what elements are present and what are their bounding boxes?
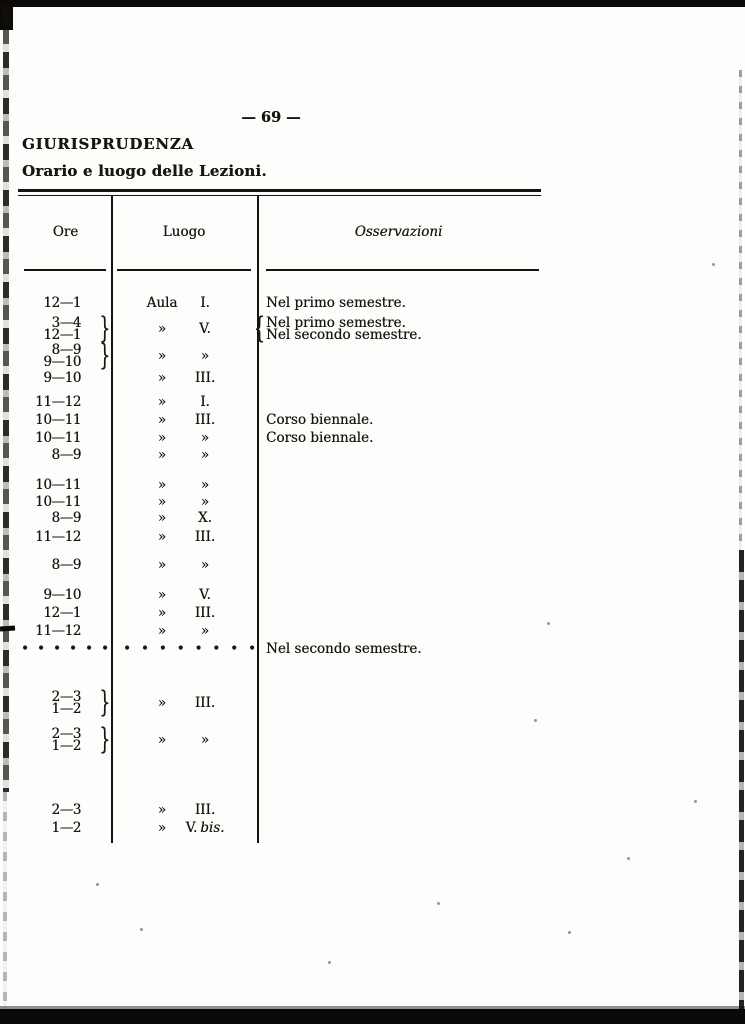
ore-time: 9—10	[43, 354, 81, 370]
scan-speck	[694, 800, 697, 803]
ore-dotted-leader	[21, 642, 109, 656]
ore-brace: }	[99, 722, 111, 756]
luogo-hall: »	[157, 587, 167, 603]
leader-dot: •	[176, 641, 185, 657]
column-header-ore: Ore	[52, 224, 79, 240]
header-underline-ore	[24, 269, 106, 271]
luogo-room-number: X.	[198, 510, 212, 526]
scan-speck	[534, 719, 537, 722]
ore-cell	[20, 606, 81, 620]
ore-cell	[20, 728, 81, 752]
leader-dot: •	[123, 641, 131, 657]
ore-cell	[20, 448, 81, 462]
ore-brace: }	[99, 685, 111, 719]
table-row	[20, 431, 541, 445]
luogo-room-number: III.	[194, 412, 216, 428]
scan-speck	[96, 883, 99, 886]
osservazioni-cell	[266, 296, 406, 310]
page-subtitle: Orario e luogo delle Lezioni.	[22, 162, 267, 180]
leader-dot: •	[194, 641, 203, 657]
leader-dot: •	[158, 641, 167, 657]
ore-time: 2—3	[51, 689, 81, 705]
luogo-hall: »	[157, 529, 167, 545]
table-row	[20, 495, 541, 509]
table-top-rule-thick	[18, 189, 541, 192]
osservazioni-cell	[266, 642, 422, 656]
ore-time: 8—9	[51, 510, 81, 526]
ore-time: 11—12	[35, 623, 81, 639]
header-underline-osservazioni	[266, 269, 539, 271]
ore-time: 10—11	[35, 430, 81, 446]
ore-cell	[20, 558, 81, 572]
leader-dot: •	[230, 641, 239, 657]
ore-cell	[20, 344, 81, 368]
table-row	[20, 371, 541, 385]
ore-cell	[20, 296, 81, 310]
table-row	[20, 642, 541, 656]
luogo-room-number: III.	[194, 370, 216, 386]
scan-speck	[328, 961, 331, 964]
ore-time: 8—9	[51, 342, 81, 358]
ore-time: 1—2	[51, 820, 81, 836]
osservazioni-line: Corso biennale.	[266, 430, 374, 446]
osservazioni-line: Nel secondo semestre.	[266, 327, 422, 343]
leader-dot: •	[140, 641, 149, 657]
ore-cell	[20, 588, 81, 602]
luogo-room-number: »	[200, 430, 210, 446]
scan-speck	[568, 931, 571, 934]
faculty-title: GIURISPRUDENZA	[22, 135, 194, 153]
luogo-dotted-leader	[123, 642, 256, 656]
ore-cell	[20, 371, 81, 385]
scan-speck	[712, 263, 715, 266]
leader-dot: •	[37, 641, 45, 657]
table-row	[20, 296, 541, 310]
ore-cell	[20, 511, 81, 525]
ore-time: 3—4	[51, 315, 81, 331]
luogo-room-suffix: bis.	[200, 820, 225, 836]
luogo-hall: Aula	[146, 295, 178, 311]
luogo-hall: »	[157, 370, 167, 386]
ore-cell	[20, 624, 81, 638]
table-row	[20, 588, 541, 602]
luogo-hall: »	[157, 732, 167, 748]
osservazioni-line: Nel secondo semestre.	[266, 641, 422, 657]
luogo-hall: »	[157, 394, 167, 410]
scan-edge-strip-upper	[739, 70, 742, 550]
luogo-hall: »	[157, 623, 167, 639]
ore-cell	[20, 395, 81, 409]
leader-dot: •	[248, 641, 256, 657]
scan-binding-strip-upper	[3, 6, 9, 792]
luogo-hall: »	[157, 447, 167, 463]
table-row	[20, 606, 541, 620]
luogo-hall: »	[157, 412, 167, 428]
ore-cell	[20, 530, 81, 544]
ore-brace: }	[99, 311, 111, 345]
table-row	[20, 685, 541, 719]
luogo-room-number: V.	[199, 321, 211, 337]
luogo-room-number: I.	[200, 394, 210, 410]
luogo-room-number: »	[200, 623, 210, 639]
ore-time: 9—10	[43, 587, 81, 603]
scan-speck	[547, 622, 550, 625]
column-header-luogo: Luogo	[162, 224, 206, 240]
ore-time: 12—1	[43, 327, 81, 343]
ore-time: 11—12	[35, 394, 81, 410]
luogo-hall: »	[157, 695, 167, 711]
table-row	[20, 448, 541, 462]
luogo-room-number: V. bis.	[185, 820, 225, 836]
table-row	[20, 511, 541, 525]
table-top-rule-thin	[18, 195, 541, 196]
ore-time: 1—2	[51, 738, 81, 754]
luogo-room-number: III.	[194, 529, 216, 545]
table-row	[20, 624, 541, 638]
osservazioni-cell	[266, 317, 422, 341]
luogo-hall: »	[157, 802, 167, 818]
table-row	[20, 558, 541, 572]
ore-time: 8—9	[51, 557, 81, 573]
ore-cell	[20, 413, 81, 427]
table-row	[20, 821, 541, 835]
ore-time: 9—10	[43, 370, 81, 386]
scan-edge-bottom-bar	[0, 1009, 745, 1024]
ore-time: 10—11	[35, 477, 81, 493]
luogo-hall: »	[157, 557, 167, 573]
ore-time: 12—1	[43, 605, 81, 621]
header-underline-luogo	[117, 269, 251, 271]
luogo-hall: »	[157, 348, 167, 364]
luogo-hall: »	[157, 494, 167, 510]
luogo-room-number: III.	[194, 695, 216, 711]
luogo-hall: »	[157, 477, 167, 493]
table-row	[20, 395, 541, 409]
luogo-room-number: »	[200, 348, 210, 364]
luogo-hall: »	[157, 510, 167, 526]
ore-cell	[20, 691, 81, 715]
luogo-hall: »	[157, 820, 167, 836]
scan-speck	[627, 857, 630, 860]
osservazioni-cell	[266, 431, 373, 445]
table-row	[20, 722, 541, 756]
osservazioni-line: Corso biennale.	[266, 412, 374, 428]
table-row	[20, 338, 541, 372]
table-row	[20, 530, 541, 544]
luogo-room-number: III.	[194, 802, 216, 818]
ore-time: 2—3	[51, 802, 81, 818]
table-row	[20, 803, 541, 817]
scan-speck	[140, 928, 143, 931]
osservazioni-brace: {	[253, 311, 265, 345]
table-row	[20, 413, 541, 427]
leader-dot: •	[212, 641, 221, 657]
table-row	[20, 311, 541, 345]
luogo-room-number: »	[200, 447, 210, 463]
ore-time: 2—3	[51, 726, 81, 742]
luogo-hall: »	[157, 430, 167, 446]
luogo-room-number: »	[200, 494, 210, 510]
luogo-room-number: »	[200, 477, 210, 493]
ore-time: 11—12	[35, 529, 81, 545]
scan-edge-strip-lower	[739, 550, 744, 1010]
luogo-hall: »	[157, 605, 167, 621]
ore-time: 1—2	[51, 701, 81, 717]
column-header-osservazioni: Osservazioni	[354, 224, 443, 240]
ore-cell	[20, 803, 81, 817]
ore-time: 8—9	[51, 447, 81, 463]
leader-dot: •	[85, 641, 93, 657]
leader-dot: •	[53, 641, 61, 657]
page-number: — 69 —	[241, 109, 301, 126]
scan-edge-top-bar	[0, 0, 745, 7]
osservazioni-cell	[266, 413, 373, 427]
leader-dot: •	[101, 641, 109, 657]
osservazioni-line: Nel primo semestre.	[266, 295, 406, 311]
luogo-room-number: »	[200, 732, 210, 748]
ore-cell	[20, 495, 81, 509]
luogo-room-number: III.	[194, 605, 216, 621]
scan-binding-strip-lower	[3, 792, 7, 1008]
luogo-room-number: I.	[200, 295, 210, 311]
luogo-hall: »	[157, 321, 167, 337]
ore-cell	[20, 478, 81, 492]
ore-cell	[20, 317, 81, 341]
osservazioni-line: Nel primo semestre.	[266, 315, 406, 331]
ore-cell	[20, 431, 81, 445]
ore-cell	[20, 821, 81, 835]
scan-speck	[437, 902, 440, 905]
ore-time: 10—11	[35, 494, 81, 510]
ore-time: 12—1	[43, 295, 81, 311]
table-row	[20, 478, 541, 492]
ore-brace: }	[99, 338, 111, 372]
ore-time: 10—11	[35, 412, 81, 428]
leader-dot: •	[21, 641, 29, 657]
leader-dot: •	[69, 641, 77, 657]
luogo-room-number: »	[200, 557, 210, 573]
luogo-room-number: V.	[199, 587, 211, 603]
scan-left-tick-mark	[0, 625, 15, 631]
